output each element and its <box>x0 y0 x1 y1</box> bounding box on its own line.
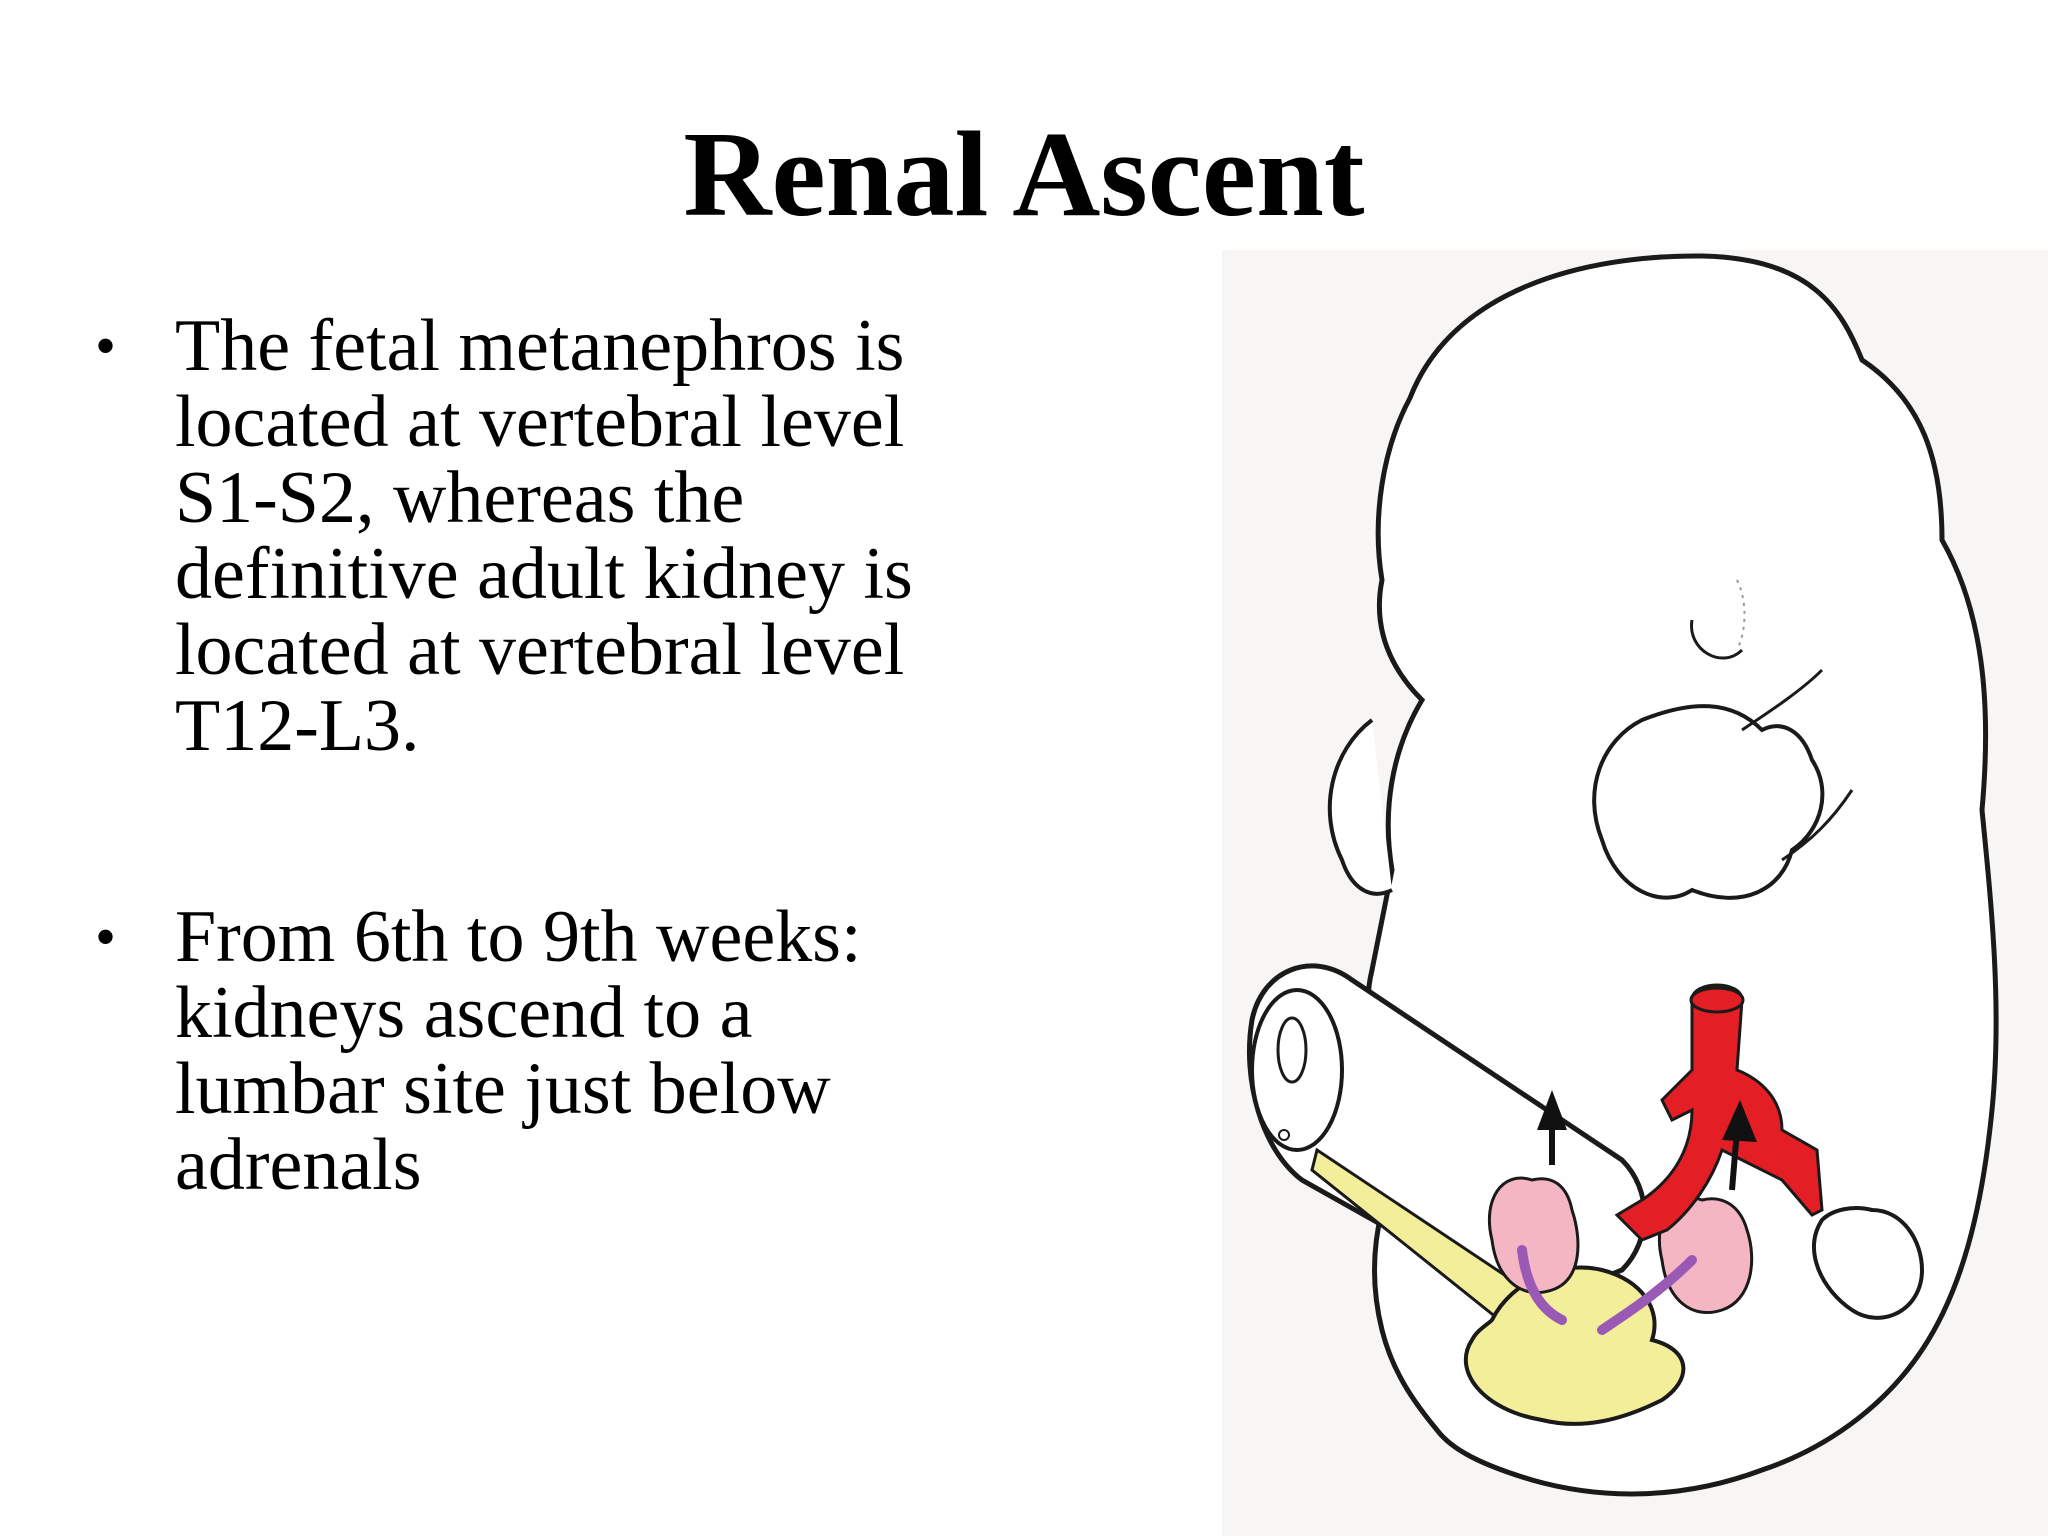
bullet-line: The fetal metanephros is <box>175 305 905 387</box>
bullet-list <box>95 305 1155 1206</box>
bullet-line: located at vertebral level <box>175 381 905 463</box>
bullet-line: S1-S2, whereas the <box>175 457 745 539</box>
bullet-line: adrenals <box>175 1124 422 1206</box>
bullet-icon: • <box>95 313 117 379</box>
slide-title: Renal Ascent <box>683 107 1365 242</box>
bullet-icon: • <box>95 904 117 970</box>
bullet-line: T12-L3. <box>175 685 420 767</box>
bullet-line: definitive adult kidney is <box>175 533 913 615</box>
tube-lumen <box>1278 1018 1306 1082</box>
aorta-cut-top <box>1691 988 1743 1012</box>
bullet-line: located at vertebral level <box>175 609 905 691</box>
bullet-line: lumbar site just below <box>175 1048 831 1130</box>
bullet-line: From 6th to 9th weeks: <box>175 896 862 978</box>
tube-canal <box>1279 1130 1289 1140</box>
bullet-item-kidney-ascent-timing <box>95 896 1155 1206</box>
bullet-line: kidneys ascend to a <box>175 972 753 1054</box>
embryo-kidney-ascent-illustration <box>1222 250 2048 1536</box>
bullet-item-metanephros-location <box>95 305 1155 767</box>
